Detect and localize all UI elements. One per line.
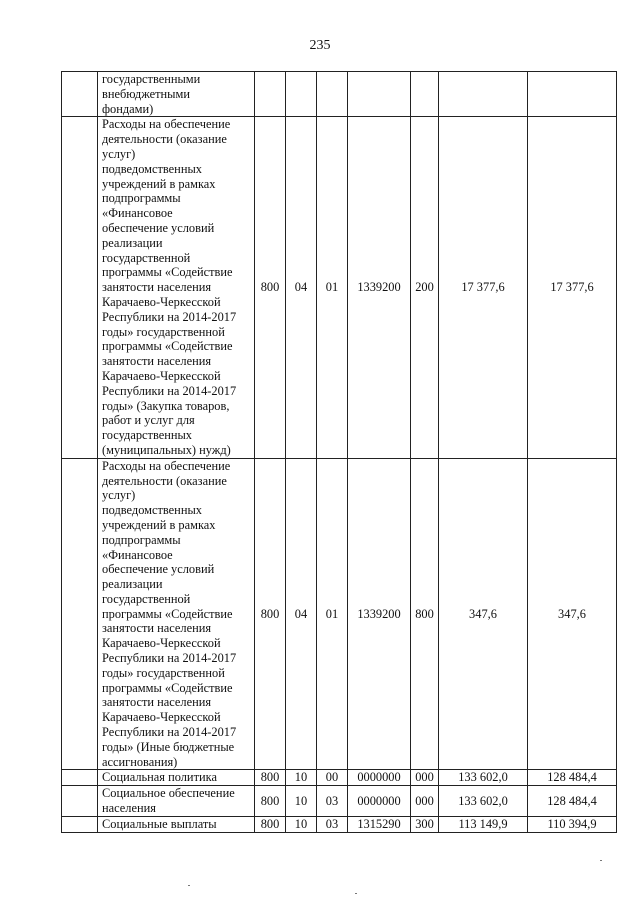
amount-2016-cell: 113 149,9: [439, 816, 528, 832]
ministry-code-cell: 800: [255, 786, 286, 817]
expense-type-code-cell: 300: [411, 816, 439, 832]
table-row: [62, 786, 617, 817]
description-cell: [98, 72, 255, 117]
expense-type-code-cell: 800: [411, 458, 439, 770]
subsection-code-cell: 03: [317, 816, 348, 832]
description-line: Расходы на обеспечение: [102, 458, 231, 473]
description-line: ассигнования): [102, 754, 178, 769]
amount-2016-cell: 133 602,0: [439, 770, 528, 786]
row-number-cell: [62, 786, 98, 817]
table-row: [62, 458, 617, 770]
description-line: Расходы на обеспечение: [102, 117, 231, 132]
description-line: работ и услуг для: [102, 413, 195, 428]
subsection-code-cell: 00: [317, 770, 348, 786]
section-code-cell: 10: [286, 816, 317, 832]
description-line: реализации: [102, 235, 163, 250]
row-number-cell: [62, 816, 98, 832]
description-line: Карачаево-Черкесской: [102, 710, 221, 725]
scan-speck: [188, 885, 190, 886]
ministry-code-cell: 800: [255, 458, 286, 770]
description-line: Социальное обеспечение: [102, 786, 235, 801]
scan-speck: [355, 893, 357, 894]
description-line: занятости населения: [102, 354, 212, 369]
section-code-cell: 04: [286, 117, 317, 458]
description-line: учреждений в рамках: [102, 176, 216, 191]
row-number-cell: [62, 458, 98, 770]
scan-speck: [600, 860, 602, 861]
expense-type-code-cell: 200: [411, 117, 439, 458]
description-cell: [98, 117, 255, 458]
amount-2016-cell: 347,6: [439, 458, 528, 770]
description-line: (муниципальных) нужд): [102, 442, 231, 457]
description-line: населения: [102, 801, 156, 816]
description-line: государственными: [102, 72, 201, 86]
description-line: услуг): [102, 488, 136, 503]
description-line: Республики на 2014-2017: [102, 383, 237, 398]
amount-2017-cell: 110 394,9: [528, 816, 617, 832]
description-line: годы» государственной: [102, 665, 225, 680]
description-cell: [98, 770, 255, 786]
subsection-code-cell: 01: [317, 458, 348, 770]
description-line: годы» государственной: [102, 324, 225, 339]
section-code-cell: 10: [286, 770, 317, 786]
description-line: Республики на 2014-2017: [102, 725, 237, 740]
description-line: годы» (Иные бюджетные: [102, 739, 235, 754]
description-line: услуг): [102, 146, 136, 161]
description-line: государственных: [102, 428, 193, 443]
amount-2016-cell: 133 602,0: [439, 786, 528, 817]
subsection-code-cell: 01: [317, 117, 348, 458]
amount-2017-cell: 17 377,6: [528, 117, 617, 458]
description-line: государственной: [102, 591, 191, 606]
description-line: фондами): [102, 101, 154, 116]
description-line: подпрограммы: [102, 191, 181, 206]
section-code-cell: 04: [286, 458, 317, 770]
description-line: программы «Содействие: [102, 680, 233, 695]
description-line: Республики на 2014-2017: [102, 651, 237, 666]
description-line: Карачаево-Черкесской: [102, 368, 221, 383]
description-line: деятельности (оказание: [102, 473, 227, 488]
description-line: Карачаево-Черкесской: [102, 636, 221, 651]
target-article-code-cell: 0000000: [348, 770, 411, 786]
description-line: реализации: [102, 577, 163, 592]
description-line: «Финансовое: [102, 206, 173, 221]
target-article-code-cell: 1339200: [348, 458, 411, 770]
description-line: программы «Содействие: [102, 265, 233, 280]
ministry-code-cell: [255, 72, 286, 117]
table-row: [62, 770, 617, 786]
table-row: [62, 816, 617, 832]
expense-type-code-cell: [411, 72, 439, 117]
row-number-cell: [62, 117, 98, 458]
amount-2017-cell: [528, 72, 617, 117]
amount-2016-cell: [439, 72, 528, 117]
target-article-code-cell: 1339200: [348, 117, 411, 458]
target-article-code-cell: 0000000: [348, 786, 411, 817]
description-line: занятости населения: [102, 621, 212, 636]
target-article-code-cell: [348, 72, 411, 117]
expense-type-code-cell: 000: [411, 786, 439, 817]
description-cell: [98, 458, 255, 770]
ministry-code-cell: 800: [255, 117, 286, 458]
description-line: подведомственных: [102, 161, 202, 176]
row-number-cell: [62, 770, 98, 786]
description-line: государственной: [102, 250, 191, 265]
target-article-code-cell: 1315290: [348, 816, 411, 832]
description-line: учреждений в рамках: [102, 517, 216, 532]
ministry-code-cell: 800: [255, 770, 286, 786]
description-line: программы «Содействие: [102, 339, 233, 354]
description-line: Социальная политика: [102, 770, 217, 785]
description-line: «Финансовое: [102, 547, 173, 562]
description-line: обеспечение условий: [102, 220, 215, 235]
description-line: обеспечение условий: [102, 562, 215, 577]
amount-2017-cell: 128 484,4: [528, 786, 617, 817]
description-line: деятельности (оказание: [102, 132, 227, 147]
description-line: занятости населения: [102, 695, 212, 710]
amount-2016-cell: 17 377,6: [439, 117, 528, 458]
budget-table: [61, 71, 617, 833]
ministry-code-cell: 800: [255, 816, 286, 832]
description-line: годы» (Закупка товаров,: [102, 398, 230, 413]
section-code-cell: 10: [286, 786, 317, 817]
table-row: [62, 72, 617, 117]
description-cell: [98, 816, 255, 832]
description-line: подведомственных: [102, 503, 202, 518]
section-code-cell: [286, 72, 317, 117]
subsection-code-cell: 03: [317, 786, 348, 817]
description-line: Карачаево-Черкесской: [102, 294, 221, 309]
amount-2017-cell: 347,6: [528, 458, 617, 770]
description-line: Республики на 2014-2017: [102, 309, 237, 324]
table-row: [62, 117, 617, 458]
row-number-cell: [62, 72, 98, 117]
description-line: занятости населения: [102, 280, 212, 295]
description-line: внебюджетными: [102, 86, 190, 101]
description-cell: [98, 786, 255, 817]
description-line: подпрограммы: [102, 532, 181, 547]
amount-2017-cell: 128 484,4: [528, 770, 617, 786]
subsection-code-cell: [317, 72, 348, 117]
expense-type-code-cell: 000: [411, 770, 439, 786]
description-line: Социальные выплаты: [102, 816, 217, 831]
description-line: программы «Содействие: [102, 606, 233, 621]
page-number: 235: [309, 38, 331, 53]
